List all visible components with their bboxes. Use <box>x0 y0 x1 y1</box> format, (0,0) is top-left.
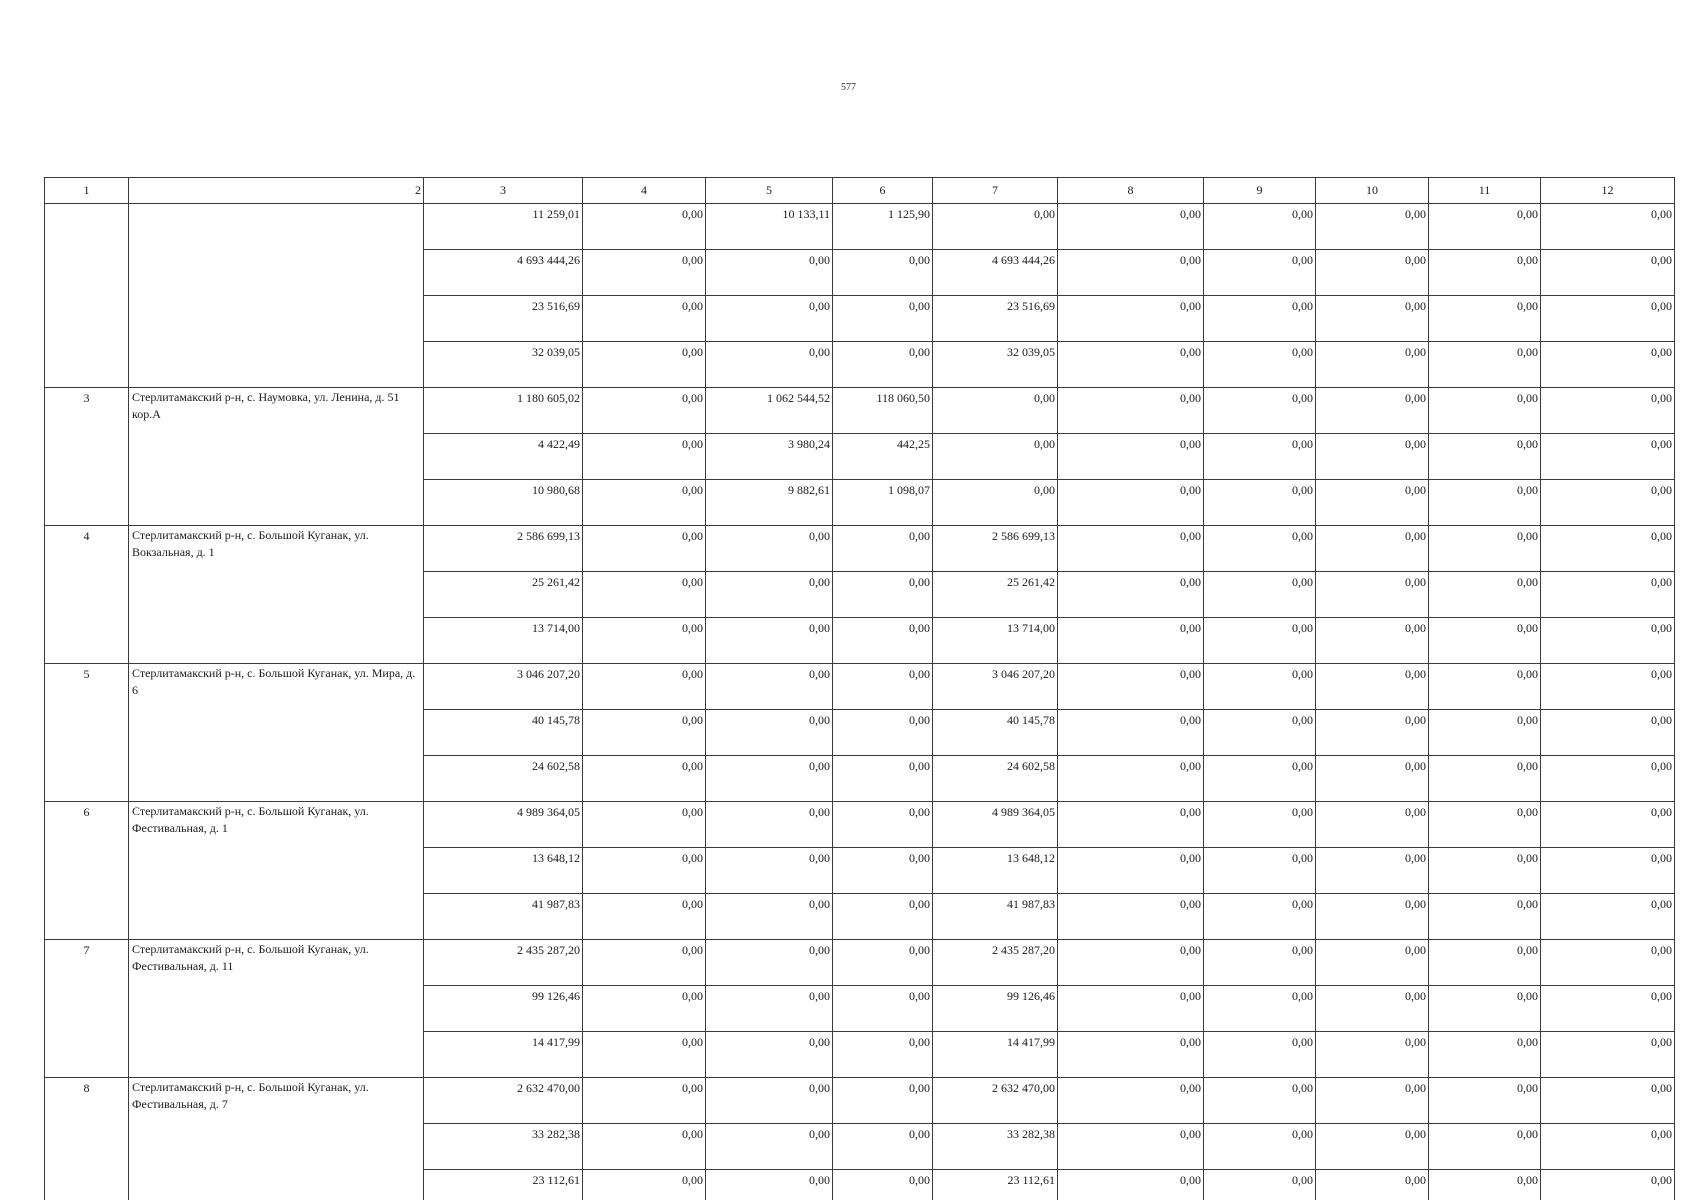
row-number: 6 <box>45 802 129 940</box>
value-cell: 0,00 <box>1316 388 1429 434</box>
value-cell: 0,00 <box>1541 848 1675 894</box>
value-cell: 0,00 <box>1541 526 1675 572</box>
value-cell: 0,00 <box>1204 526 1316 572</box>
value-cell: 23 516,69 <box>424 296 583 342</box>
row-number: 7 <box>45 940 129 1078</box>
value-cell: 23 112,61 <box>933 1170 1058 1200</box>
value-cell: 0,00 <box>1316 526 1429 572</box>
value-cell: 0,00 <box>1429 204 1541 250</box>
address-cell: Стерлитамакский р-н, с. Наумовка, ул. Ленина, д. 51 кор.А <box>129 388 424 526</box>
value-cell: 0,00 <box>1541 664 1675 710</box>
address-cell: Стерлитамакский р-н, с. Большой Куганак, ул. Фестивальная, д. 7 <box>129 1078 424 1200</box>
value-cell: 118 060,50 <box>833 388 933 434</box>
value-cell: 0,00 <box>1541 894 1675 940</box>
value-cell: 0,00 <box>1429 1170 1541 1200</box>
value-cell: 442,25 <box>833 434 933 480</box>
value-cell: 0,00 <box>1429 250 1541 296</box>
value-cell: 14 417,99 <box>933 1032 1058 1078</box>
value-cell: 0,00 <box>1204 1078 1316 1124</box>
value-cell: 0,00 <box>583 1032 706 1078</box>
value-cell: 0,00 <box>1541 342 1675 388</box>
value-cell: 0,00 <box>1204 986 1316 1032</box>
value-cell: 0,00 <box>1204 434 1316 480</box>
address-cell: Стерлитамакский р-н, с. Большой Куганак, ул. Мира, д. 6 <box>129 664 424 802</box>
value-cell: 0,00 <box>1058 1170 1204 1200</box>
value-cell: 0,00 <box>1316 572 1429 618</box>
page-number: 577 <box>841 82 856 93</box>
value-cell: 0,00 <box>583 894 706 940</box>
value-cell: 0,00 <box>583 1078 706 1124</box>
value-cell: 24 602,58 <box>424 756 583 802</box>
column-header: 6 <box>833 178 933 204</box>
value-cell: 0,00 <box>1204 1124 1316 1170</box>
value-cell: 0,00 <box>833 1032 933 1078</box>
value-cell: 0,00 <box>1429 1124 1541 1170</box>
value-cell: 0,00 <box>1541 802 1675 848</box>
value-cell: 0,00 <box>933 388 1058 434</box>
value-cell: 99 126,46 <box>933 986 1058 1032</box>
value-cell: 0,00 <box>1316 756 1429 802</box>
value-cell: 0,00 <box>1541 986 1675 1032</box>
value-cell: 0,00 <box>706 342 833 388</box>
value-cell: 0,00 <box>1541 710 1675 756</box>
value-cell: 0,00 <box>833 526 933 572</box>
value-cell: 0,00 <box>833 756 933 802</box>
value-cell: 0,00 <box>1541 1032 1675 1078</box>
value-cell: 0,00 <box>1204 388 1316 434</box>
value-cell: 0,00 <box>1429 1032 1541 1078</box>
value-cell: 0,00 <box>583 342 706 388</box>
value-cell: 0,00 <box>583 388 706 434</box>
address-cell: Стерлитамакский р-н, с. Большой Куганак, ул. Фестивальная, д. 11 <box>129 940 424 1078</box>
column-header: 4 <box>583 178 706 204</box>
value-cell: 0,00 <box>1429 940 1541 986</box>
value-cell: 0,00 <box>1058 664 1204 710</box>
value-cell: 13 714,00 <box>933 618 1058 664</box>
value-cell: 0,00 <box>706 894 833 940</box>
value-cell: 0,00 <box>1058 1078 1204 1124</box>
value-cell: 40 145,78 <box>424 710 583 756</box>
value-cell: 0,00 <box>1429 802 1541 848</box>
column-header: 5 <box>706 178 833 204</box>
row-number: 5 <box>45 664 129 802</box>
value-cell: 0,00 <box>1429 664 1541 710</box>
value-cell: 33 282,38 <box>933 1124 1058 1170</box>
value-cell: 23 112,61 <box>424 1170 583 1200</box>
value-cell: 0,00 <box>1429 480 1541 526</box>
value-cell: 0,00 <box>1058 986 1204 1032</box>
value-cell: 0,00 <box>583 1170 706 1200</box>
value-cell: 23 516,69 <box>933 296 1058 342</box>
value-cell: 0,00 <box>1058 848 1204 894</box>
value-cell: 11 259,01 <box>424 204 583 250</box>
value-cell: 0,00 <box>1058 388 1204 434</box>
value-cell: 0,00 <box>1204 296 1316 342</box>
value-cell: 3 046 207,20 <box>424 664 583 710</box>
value-cell: 0,00 <box>1316 710 1429 756</box>
value-cell: 0,00 <box>1058 940 1204 986</box>
value-cell: 0,00 <box>1429 848 1541 894</box>
value-cell: 0,00 <box>1429 526 1541 572</box>
value-cell: 0,00 <box>1541 756 1675 802</box>
value-cell: 0,00 <box>833 664 933 710</box>
table-body <box>45 204 1675 1200</box>
value-cell: 41 987,83 <box>424 894 583 940</box>
value-cell: 0,00 <box>1058 894 1204 940</box>
value-cell: 0,00 <box>1429 572 1541 618</box>
value-cell: 0,00 <box>833 618 933 664</box>
value-cell: 0,00 <box>583 940 706 986</box>
value-cell: 0,00 <box>1058 710 1204 756</box>
value-cell: 0,00 <box>583 250 706 296</box>
value-cell: 0,00 <box>1541 434 1675 480</box>
value-cell: 0,00 <box>1058 250 1204 296</box>
value-cell: 4 693 444,26 <box>933 250 1058 296</box>
value-cell: 24 602,58 <box>933 756 1058 802</box>
column-header: 11 <box>1429 178 1541 204</box>
value-cell: 0,00 <box>1316 296 1429 342</box>
value-cell: 0,00 <box>706 986 833 1032</box>
value-cell: 0,00 <box>1204 204 1316 250</box>
value-cell: 41 987,83 <box>933 894 1058 940</box>
value-cell: 0,00 <box>706 1078 833 1124</box>
value-cell: 0,00 <box>1316 250 1429 296</box>
value-cell: 0,00 <box>1541 204 1675 250</box>
value-cell: 0,00 <box>1316 342 1429 388</box>
value-cell: 0,00 <box>833 940 933 986</box>
column-header: 3 <box>424 178 583 204</box>
value-cell: 0,00 <box>583 572 706 618</box>
value-cell: 0,00 <box>583 1124 706 1170</box>
value-cell: 2 435 287,20 <box>424 940 583 986</box>
value-cell: 0,00 <box>583 986 706 1032</box>
value-cell: 0,00 <box>1058 204 1204 250</box>
value-cell: 0,00 <box>706 572 833 618</box>
value-cell: 0,00 <box>1058 802 1204 848</box>
value-cell: 10 980,68 <box>424 480 583 526</box>
value-cell: 0,00 <box>1316 940 1429 986</box>
value-cell: 0,00 <box>1429 894 1541 940</box>
value-cell: 0,00 <box>1541 250 1675 296</box>
table-row <box>45 1078 1675 1124</box>
value-cell: 0,00 <box>1058 1124 1204 1170</box>
value-cell: 0,00 <box>1316 434 1429 480</box>
value-cell: 0,00 <box>1204 802 1316 848</box>
value-cell: 25 261,42 <box>933 572 1058 618</box>
value-cell: 0,00 <box>706 756 833 802</box>
value-cell: 0,00 <box>583 480 706 526</box>
value-cell: 0,00 <box>706 940 833 986</box>
value-cell: 0,00 <box>833 1170 933 1200</box>
value-cell: 0,00 <box>1204 572 1316 618</box>
data-table <box>44 177 1675 1200</box>
value-cell: 2 586 699,13 <box>933 526 1058 572</box>
value-cell: 9 882,61 <box>706 480 833 526</box>
value-cell: 0,00 <box>1316 480 1429 526</box>
column-number-row <box>45 178 1675 204</box>
value-cell: 0,00 <box>583 296 706 342</box>
value-cell: 14 417,99 <box>424 1032 583 1078</box>
value-cell: 0,00 <box>1058 342 1204 388</box>
column-header: 10 <box>1316 178 1429 204</box>
value-cell: 0,00 <box>1429 618 1541 664</box>
value-cell: 0,00 <box>1429 710 1541 756</box>
value-cell: 0,00 <box>1316 1078 1429 1124</box>
value-cell: 0,00 <box>1316 986 1429 1032</box>
value-cell: 2 632 470,00 <box>424 1078 583 1124</box>
value-cell: 0,00 <box>1058 756 1204 802</box>
value-cell: 0,00 <box>706 664 833 710</box>
value-cell: 0,00 <box>1541 1170 1675 1200</box>
value-cell: 0,00 <box>1316 664 1429 710</box>
value-cell: 0,00 <box>1541 388 1675 434</box>
value-cell: 32 039,05 <box>933 342 1058 388</box>
address-cell <box>129 204 424 388</box>
table-row <box>45 940 1675 986</box>
value-cell: 0,00 <box>833 986 933 1032</box>
value-cell: 0,00 <box>1541 296 1675 342</box>
value-cell: 0,00 <box>833 710 933 756</box>
value-cell: 0,00 <box>706 848 833 894</box>
value-cell: 0,00 <box>1204 1170 1316 1200</box>
value-cell: 0,00 <box>706 1170 833 1200</box>
value-cell: 0,00 <box>1316 1032 1429 1078</box>
value-cell: 0,00 <box>1204 1032 1316 1078</box>
table-row <box>45 526 1675 572</box>
value-cell: 1 180 605,02 <box>424 388 583 434</box>
value-cell: 0,00 <box>833 894 933 940</box>
column-header: 8 <box>1058 178 1204 204</box>
value-cell: 0,00 <box>1429 342 1541 388</box>
value-cell: 0,00 <box>583 848 706 894</box>
value-cell: 0,00 <box>1429 434 1541 480</box>
value-cell: 0,00 <box>583 710 706 756</box>
value-cell: 0,00 <box>706 1032 833 1078</box>
value-cell: 0,00 <box>1316 1170 1429 1200</box>
value-cell: 0,00 <box>933 204 1058 250</box>
value-cell: 0,00 <box>1204 848 1316 894</box>
value-cell: 13 714,00 <box>424 618 583 664</box>
value-cell: 0,00 <box>1316 618 1429 664</box>
value-cell: 0,00 <box>1058 526 1204 572</box>
value-cell: 0,00 <box>1429 986 1541 1032</box>
value-cell: 4 989 364,05 <box>424 802 583 848</box>
value-cell: 0,00 <box>706 802 833 848</box>
value-cell: 0,00 <box>1058 1032 1204 1078</box>
value-cell: 40 145,78 <box>933 710 1058 756</box>
value-cell: 0,00 <box>1204 250 1316 296</box>
value-cell: 0,00 <box>1316 848 1429 894</box>
value-cell: 0,00 <box>583 802 706 848</box>
value-cell: 0,00 <box>833 342 933 388</box>
address-cell: Стерлитамакский р-н, с. Большой Куганак, ул. Вокзальная, д. 1 <box>129 526 424 664</box>
value-cell: 99 126,46 <box>424 986 583 1032</box>
value-cell: 4 693 444,26 <box>424 250 583 296</box>
value-cell: 0,00 <box>1058 434 1204 480</box>
value-cell: 0,00 <box>583 204 706 250</box>
row-number <box>45 204 129 388</box>
column-header: 1 <box>45 178 129 204</box>
value-cell: 0,00 <box>1429 1078 1541 1124</box>
value-cell: 25 261,42 <box>424 572 583 618</box>
value-cell: 2 435 287,20 <box>933 940 1058 986</box>
value-cell: 0,00 <box>1541 1124 1675 1170</box>
value-cell: 0,00 <box>583 618 706 664</box>
value-cell: 0,00 <box>1541 940 1675 986</box>
value-cell: 2 586 699,13 <box>424 526 583 572</box>
value-cell: 10 133,11 <box>706 204 833 250</box>
value-cell: 3 980,24 <box>706 434 833 480</box>
value-cell: 3 046 207,20 <box>933 664 1058 710</box>
value-cell: 0,00 <box>706 618 833 664</box>
value-cell: 1 098,07 <box>833 480 933 526</box>
value-cell: 33 282,38 <box>424 1124 583 1170</box>
value-cell: 13 648,12 <box>424 848 583 894</box>
value-cell: 0,00 <box>833 250 933 296</box>
value-cell: 0,00 <box>1316 802 1429 848</box>
value-cell: 0,00 <box>1204 342 1316 388</box>
table-row <box>45 204 1675 250</box>
value-cell: 0,00 <box>833 572 933 618</box>
value-cell: 4 989 364,05 <box>933 802 1058 848</box>
column-header: 7 <box>933 178 1058 204</box>
row-number: 8 <box>45 1078 129 1200</box>
value-cell: 0,00 <box>1316 1124 1429 1170</box>
row-number: 3 <box>45 388 129 526</box>
value-cell: 0,00 <box>706 250 833 296</box>
value-cell: 0,00 <box>583 664 706 710</box>
value-cell: 0,00 <box>833 848 933 894</box>
value-cell: 0,00 <box>1316 894 1429 940</box>
value-cell: 0,00 <box>1541 572 1675 618</box>
value-cell: 0,00 <box>1429 388 1541 434</box>
value-cell: 0,00 <box>1204 618 1316 664</box>
table-row <box>45 664 1675 710</box>
column-header: 2 <box>129 178 424 204</box>
value-cell: 0,00 <box>1058 618 1204 664</box>
value-cell: 1 125,90 <box>833 204 933 250</box>
value-cell: 0,00 <box>1541 480 1675 526</box>
value-cell: 0,00 <box>1541 618 1675 664</box>
value-cell: 0,00 <box>583 434 706 480</box>
row-number: 4 <box>45 526 129 664</box>
value-cell: 0,00 <box>1541 1078 1675 1124</box>
table-row <box>45 388 1675 434</box>
value-cell: 0,00 <box>706 526 833 572</box>
value-cell: 0,00 <box>1316 204 1429 250</box>
value-cell: 0,00 <box>1058 572 1204 618</box>
column-header: 9 <box>1204 178 1316 204</box>
table-row <box>45 802 1675 848</box>
column-header: 12 <box>1541 178 1675 204</box>
value-cell: 1 062 544,52 <box>706 388 833 434</box>
value-cell: 0,00 <box>706 1124 833 1170</box>
address-cell: Стерлитамакский р-н, с. Большой Куганак, ул. Фестивальная, д. 1 <box>129 802 424 940</box>
value-cell: 0,00 <box>583 526 706 572</box>
value-cell: 0,00 <box>833 296 933 342</box>
value-cell: 2 632 470,00 <box>933 1078 1058 1124</box>
value-cell: 0,00 <box>1429 756 1541 802</box>
value-cell: 0,00 <box>933 480 1058 526</box>
value-cell: 0,00 <box>1058 296 1204 342</box>
value-cell: 0,00 <box>1058 480 1204 526</box>
value-cell: 32 039,05 <box>424 342 583 388</box>
value-cell: 0,00 <box>933 434 1058 480</box>
value-cell: 4 422,49 <box>424 434 583 480</box>
value-cell: 0,00 <box>833 1124 933 1170</box>
value-cell: 0,00 <box>1204 664 1316 710</box>
value-cell: 0,00 <box>1204 480 1316 526</box>
value-cell: 0,00 <box>706 296 833 342</box>
value-cell: 0,00 <box>1204 756 1316 802</box>
value-cell: 0,00 <box>583 756 706 802</box>
value-cell: 0,00 <box>706 710 833 756</box>
value-cell: 0,00 <box>833 1078 933 1124</box>
value-cell: 0,00 <box>1429 296 1541 342</box>
value-cell: 0,00 <box>1204 940 1316 986</box>
value-cell: 0,00 <box>1204 710 1316 756</box>
value-cell: 0,00 <box>1204 894 1316 940</box>
value-cell: 13 648,12 <box>933 848 1058 894</box>
value-cell: 0,00 <box>833 802 933 848</box>
